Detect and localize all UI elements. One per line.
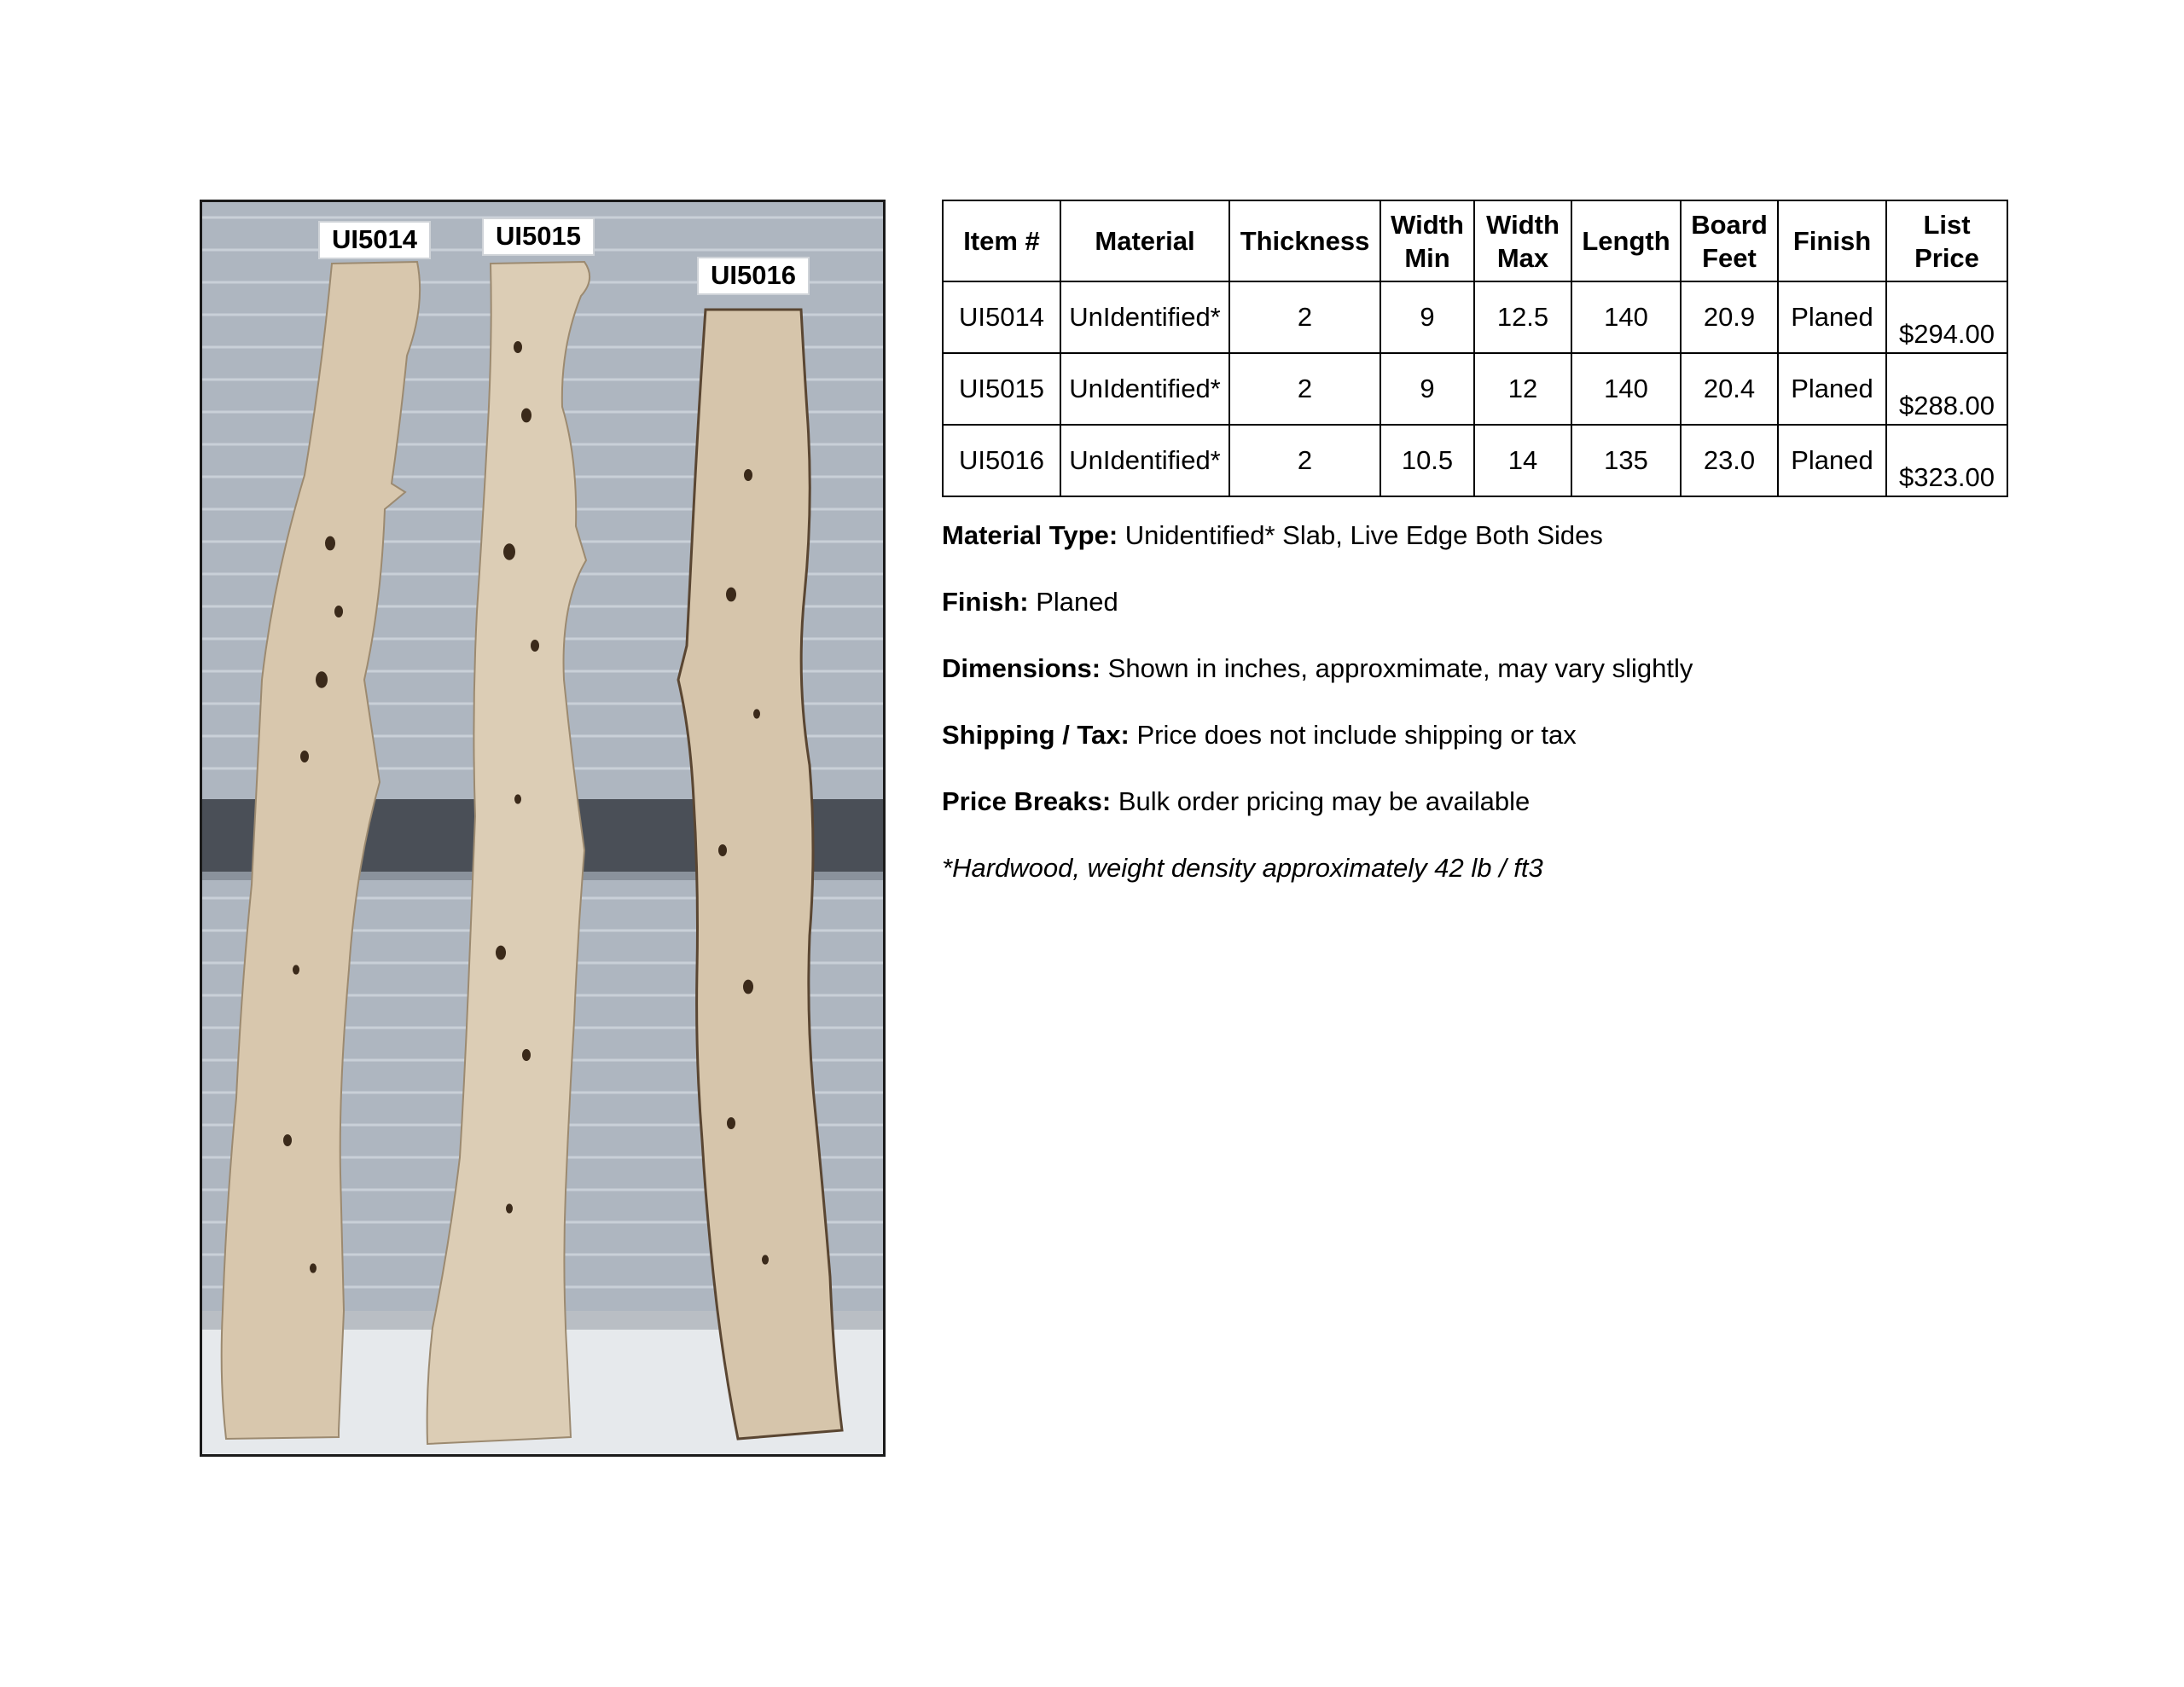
- column-header-text: Width: [1391, 209, 1464, 240]
- table-cell: 14: [1474, 425, 1571, 496]
- table-cell: 20.4: [1681, 353, 1778, 425]
- column-header: [1886, 200, 2007, 281]
- column-header-text: Feet: [1702, 242, 1757, 273]
- column-header: [1571, 200, 1681, 281]
- table-cell: $323.00: [1886, 425, 2007, 496]
- slab-label-ui5016: UI5016: [697, 257, 810, 295]
- table-cell: 2: [1229, 425, 1380, 496]
- price-breaks-note: [942, 786, 1530, 817]
- shipping-note: [942, 720, 1577, 751]
- table-cell: $294.00: [1886, 281, 2007, 353]
- table-cell: 9: [1380, 353, 1474, 425]
- column-header-text: Min: [1404, 242, 1450, 273]
- column-header-text: Board: [1691, 209, 1768, 240]
- table-cell: UI5014: [943, 281, 1060, 353]
- table-cell: 140: [1571, 281, 1681, 353]
- table-cell: 140: [1571, 353, 1681, 425]
- table-row: [943, 425, 2007, 496]
- slab-label-ui5014: UI5014: [318, 221, 431, 259]
- table-row: [943, 353, 2007, 425]
- shipping-value: Price does not include shipping or tax: [1136, 720, 1577, 750]
- dimensions-note: [942, 653, 1693, 684]
- table-cell: UI5015: [943, 353, 1060, 425]
- product-photo: [200, 200, 886, 1457]
- column-header-text: List: [1923, 209, 1971, 240]
- column-header: [1060, 200, 1229, 281]
- column-header: [1681, 200, 1778, 281]
- dimensions-value: Shown in inches, approxmimate, may vary slightly: [1107, 653, 1693, 683]
- table-row: [943, 281, 2007, 353]
- price-breaks-value: Bulk order pricing may be available: [1118, 786, 1531, 816]
- column-header-text: Width: [1486, 209, 1560, 240]
- table-cell: UI5016: [943, 425, 1060, 496]
- table-cell: Planed: [1778, 353, 1886, 425]
- column-header: [1474, 200, 1571, 281]
- finish-note: [942, 587, 1118, 617]
- column-header-text: Price: [1914, 242, 1979, 273]
- table-cell: Planed: [1778, 425, 1886, 496]
- specs-table: [942, 200, 2008, 497]
- column-header-text: Thickness: [1240, 226, 1370, 256]
- column-header: [1778, 200, 1886, 281]
- table-header-row: [943, 200, 2007, 281]
- finish-label: Finish:: [942, 587, 1029, 617]
- table-cell: 135: [1571, 425, 1681, 496]
- table-cell: UnIdentified*: [1060, 281, 1229, 353]
- footnote: *Hardwood, weight density approximately 42 lb / ft3: [942, 853, 1543, 883]
- finish-value: Planed: [1036, 587, 1118, 617]
- table-cell: 23.0: [1681, 425, 1778, 496]
- column-header: [1380, 200, 1474, 281]
- table-cell: 20.9: [1681, 281, 1778, 353]
- material-type-note: [942, 520, 1603, 551]
- table-cell: 2: [1229, 353, 1380, 425]
- column-header: [1229, 200, 1380, 281]
- column-header-text: Finish: [1792, 226, 1872, 256]
- column-header-text: Length: [1582, 226, 1670, 256]
- table-cell: 9: [1380, 281, 1474, 353]
- slab-photo-illustration: [202, 202, 886, 1457]
- column-header-text: Material: [1095, 226, 1195, 256]
- table-cell: 10.5: [1380, 425, 1474, 496]
- table-cell: $288.00: [1886, 353, 2007, 425]
- material-type-value: Unidentified* Slab, Live Edge Both Sides: [1124, 520, 1603, 550]
- table-body: [943, 281, 2007, 496]
- shipping-label: Shipping / Tax:: [942, 720, 1130, 750]
- dimensions-label: Dimensions:: [942, 653, 1101, 683]
- table-cell: Planed: [1778, 281, 1886, 353]
- column-header-text: Max: [1496, 242, 1549, 273]
- column-header-text: Item #: [963, 226, 1040, 256]
- material-type-label: Material Type:: [942, 520, 1118, 550]
- price-breaks-label: Price Breaks:: [942, 786, 1112, 816]
- table-cell: 12: [1474, 353, 1571, 425]
- table-cell: 12.5: [1474, 281, 1571, 353]
- table-cell: UnIdentified*: [1060, 353, 1229, 425]
- table-cell: 2: [1229, 281, 1380, 353]
- column-header: [943, 200, 1060, 281]
- table-cell: UnIdentified*: [1060, 425, 1229, 496]
- slab-label-ui5015: UI5015: [482, 217, 595, 256]
